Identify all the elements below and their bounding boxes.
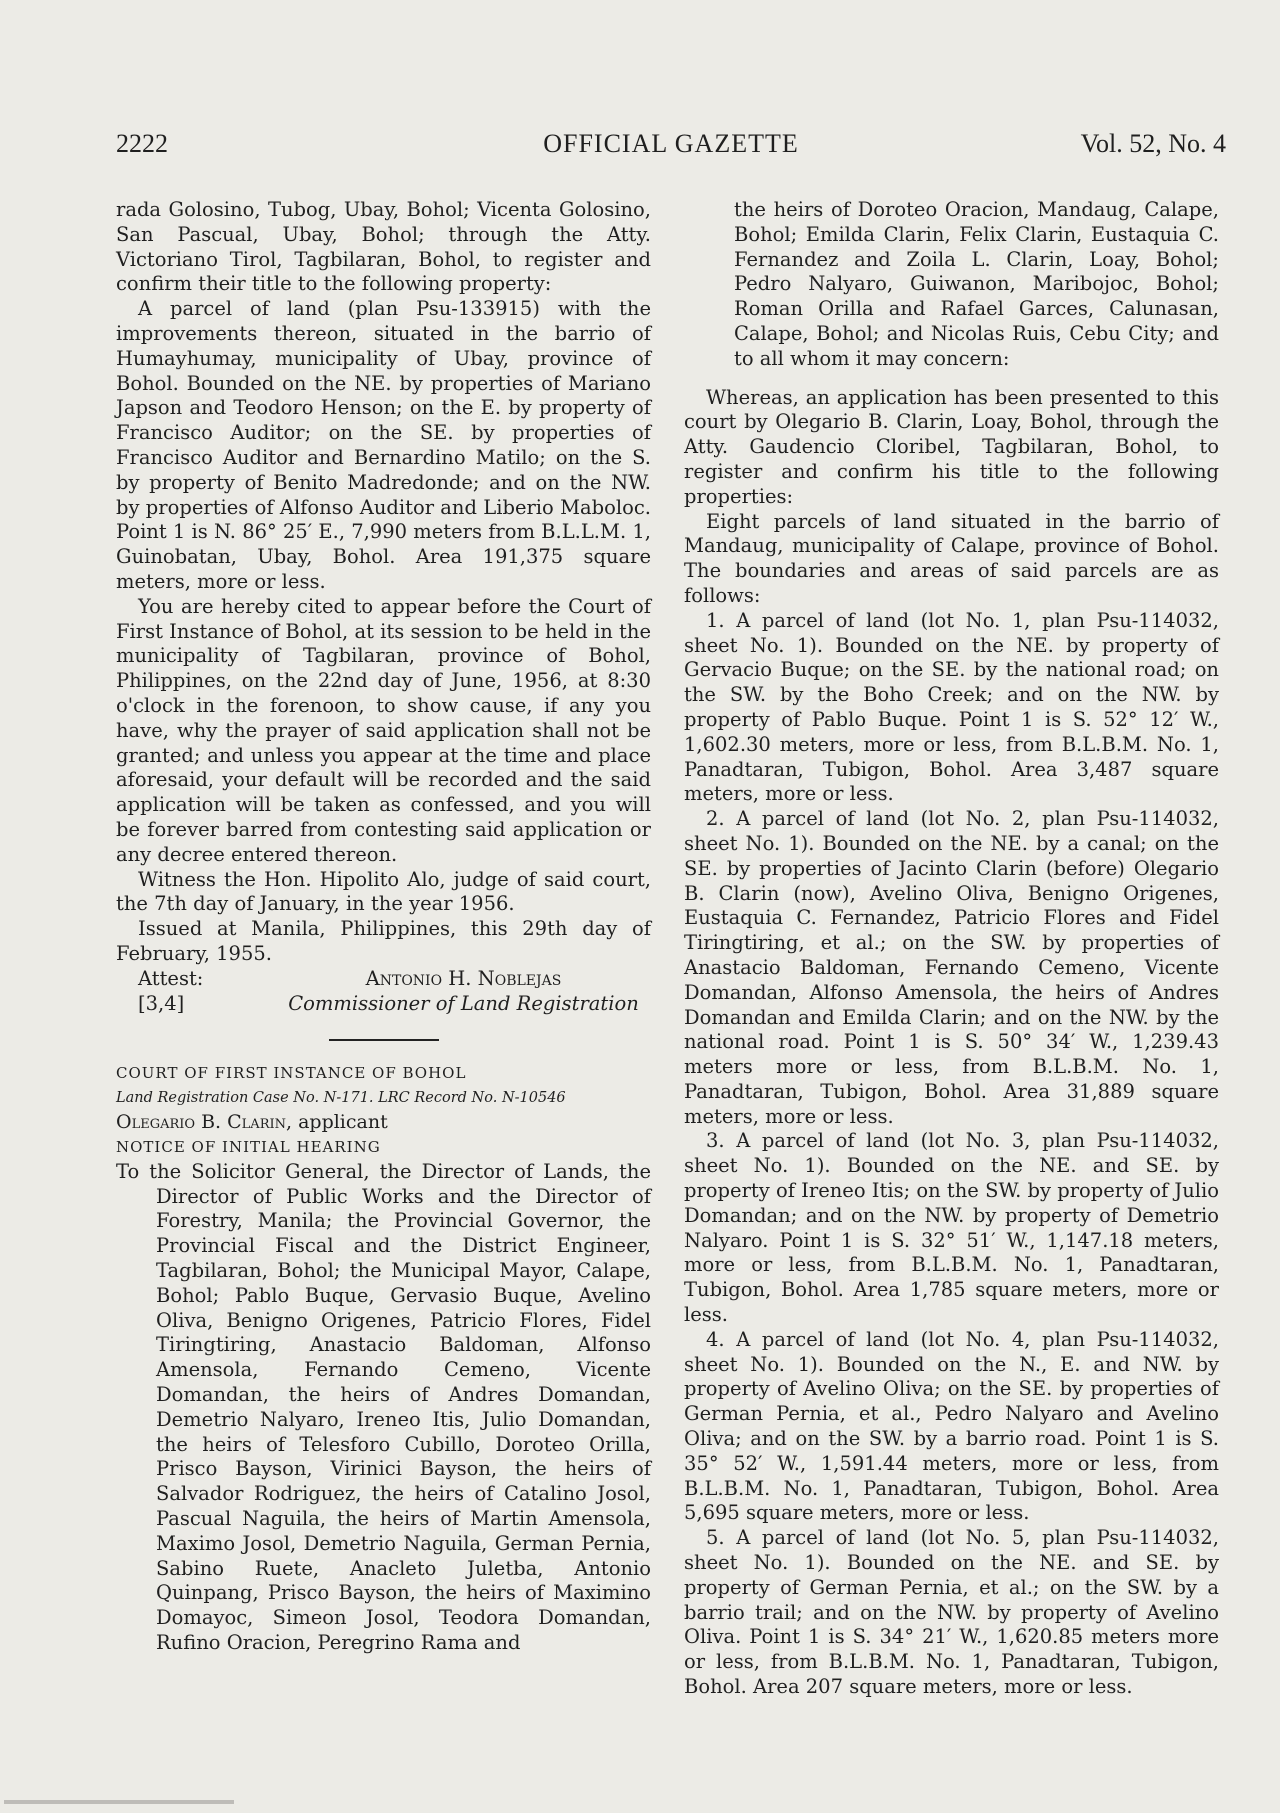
scan-footer-mark — [0, 1797, 260, 1809]
publication-title: OFFICIAL GAZETTE — [543, 129, 799, 158]
right-column — [684, 198, 1219, 1700]
left-column — [116, 198, 651, 1656]
parcel-description: 5. A parcel of land (lot No. 5, plan Psu-114032, sheet No. 1). Bounded on the NE. and SE. by property of German Pernia, et al.; on the SW. by a barrio trail; and on the NW. by property of Avelino Oliva. Point 1 is S. 34° 21′ W., 1,620.85 meters more or less, from B.L.B.M. No. 1, Panadtaran, Tubigon, Bohol. Area 207 square meters, more or less. — [684, 1526, 1219, 1699]
issue-reference: [3,4] — [138, 991, 185, 1015]
volume-number: Vol. 52, No. 4 — [1080, 129, 1226, 158]
addressees-continued: the heirs of Doroteo Oracion, Mandaug, Calape, Bohol; Emilda Clarin, Felix Clarin, Eustaquia C. Fernandez and Zoila L. Clarin, Loay, Bohol; Pedro Nalyaro, Guiwanon, Maribojoc, Bohol; Roman Orilla and Rafael Garces, Calunasan, Calape, Bohol; and Nicolas Ruis, Cebu City; and to all whom it may concern: — [734, 198, 1219, 370]
paragraph: Whereas, an application has been presented to this court by Olegario B. Clarin, Loay, Bohol, through the Atty. Gaudencio Cloribel, Tagbilaran, Bohol, to register and confirm his title to the following properties: — [684, 385, 1219, 508]
attest-label: Attest: — [138, 966, 204, 990]
paragraph: rada Golosino, Tubog, Ubay, Bohol; Vicenta Golosino, San Pascual, Ubay, Bohol; through the Atty. Victoriano Tirol, Tagbilaran, Bohol, to register and confirm their title to the following property: — [116, 198, 651, 296]
court-heading: COURT OF FIRST INSTANCE OF BOHOL — [116, 1063, 467, 1082]
paragraph: You are hereby cited to appear before the Court of First Instance of Bohol, at its session to be held in the municipality of Tagbilaran, province of Bohol, Philippines, on the 22nd day of June, 1956, at 8:30 o'clock in the forenoon, to show cause, if any you have, why the prayer of said application shall not be granted; and unless you appear at the time and place aforesaid, your default will be recorded and the said application will be taken as confessed, and you will be forever barred from contesting said application or any decree entered thereon. — [116, 594, 651, 866]
page-header — [116, 128, 1226, 164]
parcel-description: 2. A parcel of land (lot No. 2, plan Psu-114032, sheet No. 1). Bounded on the NE. by a canal; on the SE. by properties of Jacinto Clarin (before) Olegario B. Clarin (now), Avelino Oliva, Benigno Origenes, Eustaquia C. Fernandez, Patricio Flores and Fidel Tiringtiring, et al.; on the SW. by properties of Anastacio Baldoman, Fernando Cemeno, Vicente Domandan, Alfonso Amensola, the heirs of Andres Domandan and Emilda Clarin; and on the NW. by the national road. Point 1 is S. 50° 34′ W., 1,239.43 meters more or less, from B.L.B.M. No. 1, Panadtaran, Tubigon, Bohol. Area 31,889 square meters, more or less. — [684, 807, 1219, 1128]
notice-heading: NOTICE OF INITIAL HEARING — [116, 1138, 381, 1157]
case-reference: Land Registration Case No. N-171. LRC Record No. N-10546 — [116, 1089, 566, 1106]
scan-footer — [0, 1794, 260, 1806]
section-divider — [329, 1039, 439, 1041]
paragraph: A parcel of land (plan Psu-133915) with the improvements thereon, situated in the barrio of Humayhumay, municipality of Ubay, province of Bohol. Bounded on the NE. by properties of Mariano Japson and Teodoro Henson; on the E. by property of Francisco Auditor; on the SE. by properties of Francisco Auditor and Bernardino Matilo; on the S. by property of Benito Madredonde; and on the NW. by properties of Alfonso Auditor and Liberio Maboloc. Point 1 is N. 86° 25′ E., 7,990 meters from B.L.L.M. 1, Guinobatan, Ubay, Bohol. Area 191,375 square meters, more or less. — [116, 297, 651, 593]
parcel-description: 3. A parcel of land (lot No. 3, plan Psu-114032, sheet No. 1). Bounded on the NE. and SE. by property of Ireneo Itis; on the SW. by property of Julio Domandan; and on the NW. by property of Demetrio Nalyaro. Point 1 is S. 32° 51′ W., 1,147.18 meters, more or less, from B.L.B.M. No. 1, Panadtaran, Tubigon, Bohol. Area 1,785 square meters, more or less. — [684, 1129, 1219, 1327]
applicant-name: Olegario B. Clarin — [116, 1111, 286, 1134]
parcel-description: 4. A parcel of land (lot No. 4, plan Psu-114032, sheet No. 1). Bounded on the N., E. and NW. by property of Avelino Oliva; on the SE. by properties of German Pernia, et al., Pedro Nalyaro and Avelino Oliva; and on the SW. by a barrio road. Point 1 is S. 35° 52′ W., 1,591.44 meters, more or less, from B.L.B.M. No. 1, Panadtaran, Tubigon, Bohol. Area 5,695 square meters, more or less. — [684, 1327, 1219, 1525]
attestation-block — [116, 967, 651, 1017]
signatory-name: Antonio H. Noblejas — [365, 966, 562, 990]
addressees-paragraph: To the Solicitor General, the Director of Lands, the Director of Public Works and the Director of Forestry, Manila; the Provincial Governor, the Provincial Fiscal and the District Engineer, Tagbilaran, Bohol; the Municipal Mayor, Calape, Bohol; Pablo Buque, Gervasio Buque, Avelino Oliva, Benigno Origenes, Patricio Flores, Fidel Tiringtiring, Anastacio Baldoman, Alfonso Amensola, Fernando Cemeno, Vicente Domandan, the heirs of Andres Domandan, Demetrio Nalyaro, Ireneo Itis, Julio Domandan, the heirs of Telesforo Cubillo, Doroteo Orilla, Prisco Bayson, Virinici Bayson, the heirs of Salvador Rodriguez, the heirs of Catalino Josol, Pascual Naguila, the heirs of Martin Amensola, Maximo Josol, Demetrio Naguila, German Pernia, Sabino Ruete, Anacleto Juletba, Antonio Quinpang, Prisco Bayson, the heirs of Maximino Domayoc, Simeon Josol, Teodora Domandan, Rufino Oracion, Peregrino Rama and — [116, 1159, 651, 1655]
paragraph: Eight parcels of land situated in the barrio of Mandaug, municipality of Calape, province of Bohol. The boundaries and areas of said parcels are as follows: — [684, 509, 1219, 607]
parcel-description: 1. A parcel of land (lot No. 1, plan Psu-114032, sheet No. 1). Bounded on the NE. by property of Gervacio Buque; on the SE. by the national road; on the SW. by the Boho Creek; and on the NW. by property of Pablo Buque. Point 1 is S. 52° 12′ W., 1,602.30 meters, more or less, from B.L.B.M. No. 1, Panadtaran, Tubigon, Bohol. Area 3,487 square meters, more or less. — [684, 608, 1219, 806]
paragraph: Witness the Hon. Hipolito Alo, judge of said court, the 7th day of January, in the year 1956. — [116, 867, 651, 916]
signatory-title: Commissioner of Land Registration — [288, 991, 639, 1015]
paragraph: Issued at Manila, Philippines, this 29th day of February, 1955. — [116, 917, 651, 965]
page-number: 2222 — [116, 129, 168, 158]
applicant-suffix: , applicant — [286, 1111, 388, 1134]
applicant-line — [116, 1110, 651, 1135]
signature-block — [116, 967, 651, 1017]
